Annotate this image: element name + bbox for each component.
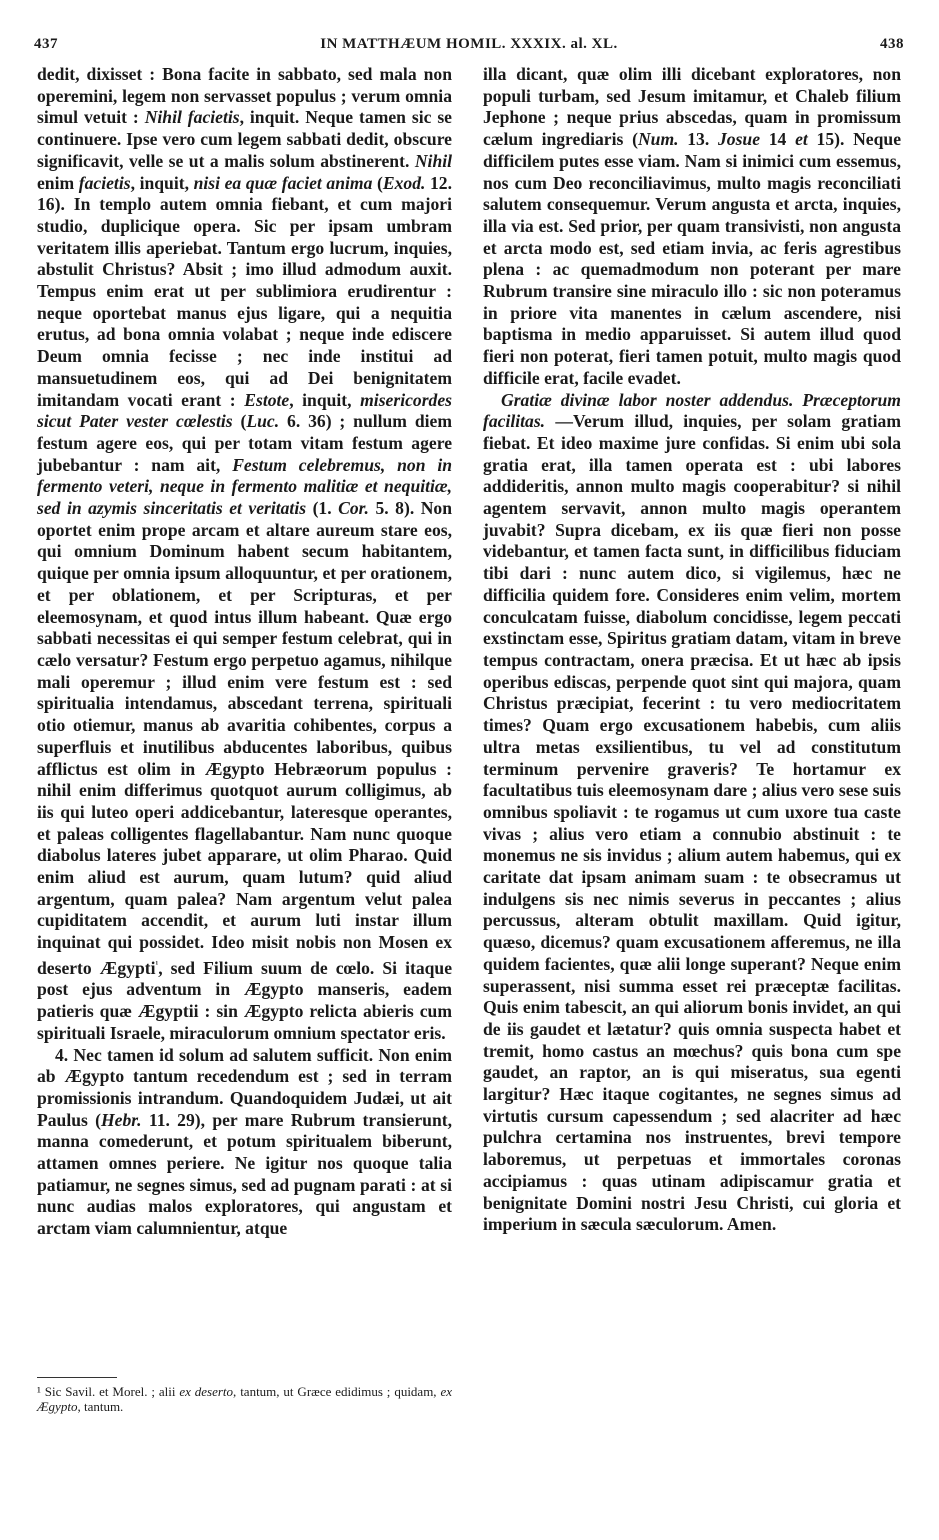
left-paragraph-2 xyxy=(37,1045,452,1240)
right-paragraph-2 xyxy=(483,390,901,1236)
text-run: illa dicant, quæ olim illi dicebant exploratores, non populi turbam, sed Jesum imitamur, et Chaleb filium Jephone ; neque prius abscedas, quam in promissum cælum ingrediaris ( xyxy=(483,64,901,150)
text-run: ( xyxy=(372,172,383,193)
text-run: —Verum illud, inquies, per solam gratiam fiebat. Et ideo maxime jure confidas. Si enim ubi sola gratia erat, illa tamen operata est : ubi labores addideritis, annon multo magis cooperabitur? si nihil agentem servavit, annon multo magis operantem juvabit? Supra dicebam, ex iis quæ fieri non posse videbantur, et tamen facta sunt, in difficilibus fiduciam tibi dari : nunc autem dico, si vigilemus, hæc ne difficilia quidem fore. Consideres enim velim, mortem conculcatam fuisse, diabolum concidisse, legem peccati exstinctam esse, Spiritus gratiam datam, vitam in breve tempus contractam, onera præcisa. Et ut hæc ab ipsis operibus ediscas, perpende quot sint qui majora, quam Christus præcipiat, fecerint : tu vero mediocritatem times? Quam ergo excusationem habebis, cum aliis ultra metas exsilientibus, tu vel ad constitutum terminum pervenire graveris? Te hortamur ex facultatibus tuis eleemosynam dare ; alius vero sese suis omnibus spoliavit : te rogamus ut cum uxore tua caste vivas ; alius vero etiam a connubio abstinuit : te monemus ne sis invidus ; alium autem habemus, qui ex caritate dat ipsam animam suam : te obsecramus ut indulgens sis nec nimis severus in peccantes ; alius percussus, alteram obtulit maxillam. Quid igitur, quæso, dicemus? quam excusationem afferemus, ne illa quidem facientes, quæ alii longe superant? Neque enim superassent, nisi summa esset rei præceptæ facilitas. Quis enim tabescit, an qui aliorum bonis invidet, an qui de iis gaudet et lætatur? quis omnia suspecta habet et tremit, homo castus an mœchus? quis bona cum spe gaudet, an raptor, an is qui miseratus, sua egenti largitur? Hæc itaque cogitantes, ne segnes simus ad virtutis cursum capessendum ; sed alacriter ad hæc pulchra certamina nos instruentes, brevi tempore laboremus, ut perpetuas et immortales coronas accipiamus : quas utinam adipiscamur gratia et benignitate Domini nostri Jesu Christi, cui gloria et imperium in sæcula sæculorum. Amen. xyxy=(483,411,901,1235)
text-run: , inquit, xyxy=(130,172,194,193)
running-title: IN MATTHÆUM HOMIL. XXXIX. al. XL. xyxy=(320,36,618,52)
text-run: 5. 8). Non oportet enim prope arcam et altare aureum stare eos, qui omnium Dominum habent secum habitantem, quique per omnia ipsum alloquuntur, et per orationem, et per oblationem, et per Scripturas, et per eleemosynam, et quod intus illum habeant. Quæ ergo sabbati necessitas ei qui semper festum celebrat, qui in cælo versatur? Festum ergo perpetuo agamus, nihilque mali operemur ; illud enim vere festum est : sed spiritualia intendamus, abscedant terrena, spirituali otio otiemur, manus ab avaritia cohibentes, corpus a superfluis et inutilibus abducentes laboribus, quibus afflictus est olim in Ægypto Hebræorum populus : nihil enim differimus quotquot aurum colligimus, ab iis qui luteo operi addicebantur, lateresque operantes, et paleas colligentes flagellabantur. Nam nunc quoque diabolus lateres jubet apparare, ut olim Pharao. Quid enim aliud est aurum, quam lutum? quid aliud argentum, quam palea? Nam argentum velut palea cupiditatem accendit, et aurum luti instar illum inquinat qui possidet. Ideo misit nobis non Mosen ex deserto Ægypti xyxy=(37,498,453,978)
text-run: dedit, dixisset : Bona facite in sabbato, sed mala non operemini, legem non servasset populus ; verum omnia simul vetuit : xyxy=(37,64,452,128)
page-number-left: 437 xyxy=(34,36,58,52)
text-run-italic: et xyxy=(795,129,808,150)
text-run-italic: Josue xyxy=(717,129,761,150)
text-run-italic: misericordes sicut Pater vester cœlestis xyxy=(37,389,452,432)
text-run: ¹ Sic Savil. et Morel. ; alii xyxy=(37,1384,180,1399)
text-run: 13. xyxy=(678,129,718,150)
text-run-italic: Nihil facietis xyxy=(144,107,240,128)
text-run-italic: Estote xyxy=(244,389,290,410)
footnote xyxy=(37,1384,452,1414)
text-run-italic: Cor. xyxy=(338,498,369,519)
text-run-italic: nisi ea quæ faciet anima xyxy=(193,172,373,193)
text-run-italic: ex deserto xyxy=(179,1384,234,1399)
footnote-rule xyxy=(37,1377,117,1378)
text-run: , inquit, xyxy=(289,389,361,410)
text-run-italic: Exod. xyxy=(382,172,426,193)
text-run: 11. 29), per mare Rubrum transierunt, manna comederunt, et potum spiritualem biberunt, attamen omnes periere. Ne igitur nos quoque talia patiamur, ne segnes simus, sed ad pugnam parati : at si nunc audias malos exploratores, qui angustam et arctam viam calumnientur, atque xyxy=(37,1109,452,1239)
text-run-italic: ex Ægypto xyxy=(37,1384,452,1414)
text-run: 12. 16). In templo autem omnia fiebant, et cum majori studio, duplicique opera. Sic per ipsam umbram veritatem illis aperiebat. Tantum ergo lucrum, inquies, abstulit Christus? Absit ; imo illud admodum auxit. Tempus enim erat ut per sublimiora erudirentur : neque oportebat manus ejus ligare, qui a nequitia erutus, ad bona omnia volabat ; neque inde ediscere Deum omnia fecisse ; nec inde institui ad mansuetudinem eos, qui ad Dei benignitatem imitandam vocati erant : xyxy=(37,172,452,410)
text-run: 6. 36) ; nullum diem festum agere eos, qui per totam vitam festum agere jubebantur : nam ait, xyxy=(37,411,452,475)
section-heading: Gratiæ divinæ labor noster addendus. Præceptorum facilitas. xyxy=(483,389,901,432)
text-run: enim xyxy=(37,172,79,193)
text-run-italic: Num. xyxy=(637,129,679,150)
text-run: , inquit. Neque tamen sic se continuere. Ipse vero cum legem sabbati dedit, obscure significavit, velle se ut a malis solum abstinerent. xyxy=(37,107,452,171)
right-column xyxy=(483,64,901,1236)
text-run: 15). Neque difficilem putes esse viam. Nam si inimici cum essemus, nos cum Deo reconciliavimus, multo magis reconciliati salutem consequemur. Verum angusta et arcta, inquies, illa via est. Sed prior, per quam transivisti, non angusta et arcta modo est, sed etiam invia, ac feris agrestibus plena : ac quemadmodum non poterant per mare Rubrum transire sine miraculo illo : sic non poteramus in priore vita manentes in cælum ascendere, nisi baptisma in medio apparuisset. Si autem illud quod fieri non poterat, fieri tamen potuit, multo magis quod difficile erat, facile evadet. xyxy=(483,129,901,388)
text-run-italic: facietis xyxy=(78,172,131,193)
right-paragraph-1 xyxy=(483,64,901,390)
running-header xyxy=(34,36,904,56)
footnote-marker: ¹ xyxy=(155,958,159,969)
left-paragraph-1 xyxy=(37,64,452,1045)
text-run: , tantum. xyxy=(77,1399,124,1414)
text-run: (1. xyxy=(306,498,339,519)
left-column xyxy=(37,64,452,1240)
text-run-italic: Festum celebremus, non in fermento veteri, neque in fermento malitiæ et nequitiæ, sed in azymis sinceritatis et veritatis xyxy=(37,454,453,519)
text-run: , tantum, ut Græce edidimus ; quidam, xyxy=(233,1384,441,1399)
text-run: 14 xyxy=(760,129,796,150)
text-run-italic: Luc. xyxy=(246,411,280,432)
page-number-right: 438 xyxy=(880,36,904,52)
text-run: ( xyxy=(232,411,247,432)
text-run: , sed Filium suum de cœlo. Si itaque post ejus adventum in Ægypto manseris, eadem patieris quæ Ægyptii : sin Ægypto relicta abieris cum spirituali Israele, miraculorum omnium spectator eris. xyxy=(37,957,452,1043)
text-run-italic: Hebr. xyxy=(101,1109,142,1130)
text-run: 4. Nec tamen id solum ad salutem sufficit. Non enim ab Ægypto tantum recedendum est ; sed in terram promissionis intrandum. Quandoquidem Judæi, ut ait Paulus ( xyxy=(37,1044,452,1130)
text-run-italic: Nihil xyxy=(414,150,452,171)
